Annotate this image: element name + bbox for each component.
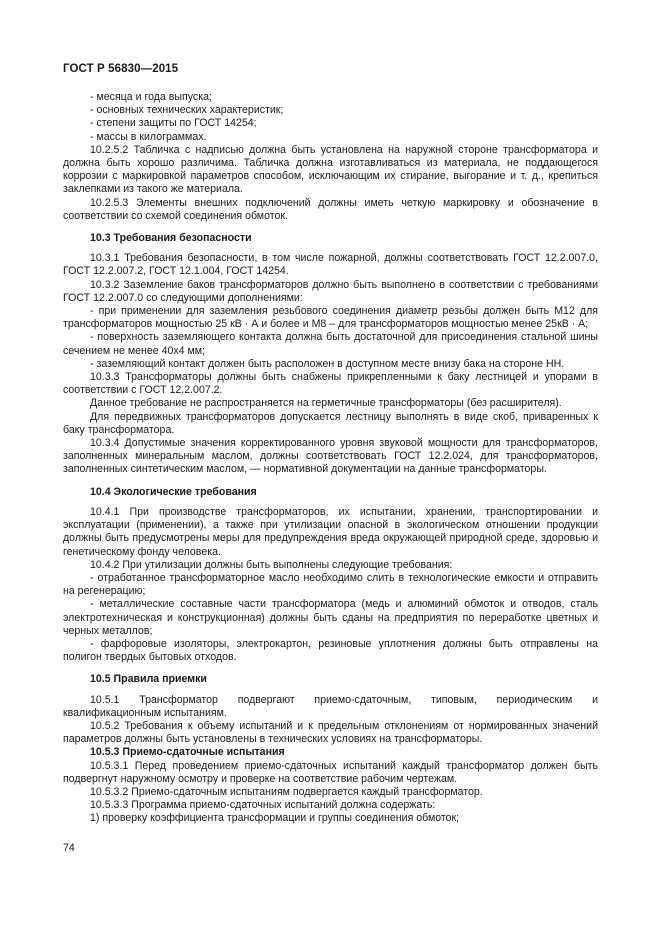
paragraph-10-4-1: 10.4.1 При производстве трансформаторов, их испытании, хранении, транспортировании и эксплуатации (применении), а также при утилизации опасной в экологическом отношении продукции должны быть предусмотрены меры для предупреждения вреда окружающей природной среде, здоровью и генетическому фонду человека.	[63, 505, 598, 558]
list-item: - фарфоровые изоляторы, электрокартон, резиновые уплотнения должны быть отправлены на полигон твердых бытовых отходов.	[63, 637, 598, 664]
paragraph-10-5-1: 10.5.1 Трансформатор подвергают приемо-сдаточным, типовым, периодическим и квалификационным испытаниям.	[63, 693, 598, 719]
list-item: - месяца и года выпуска;	[90, 91, 212, 103]
paragraph-10-5-3-2: 10.5.3.2 Приемо-сдаточным испытаниям подвергается каждый трансформатор.	[90, 785, 483, 798]
list-item: 1) проверку коэффициента трансформации и группы соединения обмоток;	[90, 812, 460, 825]
paragraph-10-3-2: 10.3.2 Заземление баков трансформаторов должно быть выполнено в соответствии с требованиями ГОСТ 12.2.007.0 со следующими дополнениями:	[63, 278, 598, 304]
paragraph-10-5-3-1: 10.5.3.1 Перед проведением приемо-сдаточных испытаний каждый трансформатор должен быть подвергнут наружному осмотру и проверке на соответствие рабочим чертежам.	[63, 759, 598, 785]
paragraph-10-5-2: 10.5.2 Требования к объему испытаний и к предельным отклонениям от нормированных значений параметров должны быть установлены в технических условиях на трансформаторы.	[63, 719, 598, 746]
paragraph-10-3-3: 10.3.3 Трансформаторы должны быть снабжены прикрепленными к баку лестницей и упорами в соответствии с ГОСТ 12.2.007.2.	[63, 371, 598, 397]
document-standard-header: ГОСТ Р 56830—2015	[63, 63, 179, 75]
section-heading-10-3: 10.3 Требования безопасности	[90, 232, 252, 245]
list-item: - при применении для заземления резьбового соединения диаметр резьбы должен быть М12 для трансформаторов мощностью 25 кВ · А и более и М8 – для трансформаторов мощностью менее 25кВ · А;	[63, 305, 598, 331]
paragraph: Данное требование не распространяется на герметичные трансформаторы (без расширителя).	[90, 397, 562, 410]
paragraph-10-3-4: 10.3.4 Допустимые значения корректированного уровня звуковой мощности для трансформаторов, заполненных минеральным маслом, должны соответствовать ГОСТ 12.2.024, для трансформаторов, заполненных синтетическим маслом, — нормативной документации на данные трансформаторы.	[63, 437, 598, 476]
paragraph-10-4-2: 10.4.2 При утилизации должны быть выполнены следующие требования:	[90, 558, 453, 571]
paragraph: Для передвижных трансформаторов допускается лестницу выполнять в виде скоб, приваренных к баку трансформатора.	[63, 410, 598, 436]
paragraph-10-2-5-2: 10.2.5.2 Табличка с надписью должна быть установлена на наружной стороне трансформатора и должна быть хорошо различима. Табличка должна изготавливаться из материала, не поддающегося коррозии с маркировкой параметров способом, исключающим их стирание, выгорание и т. д., крепиться заклепками из такого же материала.	[63, 143, 598, 196]
subsection-heading-10-5-3: 10.5.3 Приемо-сдаточные испытания	[90, 746, 285, 759]
list-item: - отработанное трансформаторное масло необходимо слить в технологические емкости и отправить на регенерацию;	[63, 571, 598, 598]
list-item: - металлические составные части трансформатора (медь и алюминий обмоток и отводов, сталь электротехническая и конструкционная) должны быть сданы на предприятия по переработке цветных и черных металлов;	[63, 598, 598, 637]
page-number: 74	[63, 842, 75, 854]
paragraph-10-2-5-3: 10.2.5.3 Элементы внешних подключений должны иметь четкую маркировку и обозначение в соответствии со схемой соединения обмоток.	[63, 196, 598, 222]
list-item: - поверхность заземляющего контакта должна быть достаточной для присоединения стальной шины сечением не менее 40х4 мм;	[63, 331, 598, 357]
document-body	[63, 91, 598, 826]
section-heading-10-4: 10.4 Экологические требования	[90, 485, 257, 498]
list-item: - степени защиты по ГОСТ 14254;	[90, 117, 257, 130]
paragraph-10-5-3-3: 10.5.3.3 Программа приемо-сдаточных испытаний должна содержать:	[90, 799, 436, 812]
list-item: - массы в килограммах.	[90, 130, 207, 143]
list-item: - заземляющий контакт должен быть расположен в доступном месте внизу бака на стороне НН.	[90, 357, 565, 370]
list-item: - основных технических характеристик;	[90, 104, 284, 117]
paragraph-10-3-1: 10.3.1 Требования безопасности, в том числе пожарной, должны соответствовать ГОСТ 12.2.007.0, ГОСТ 12.2.007.2, ГОСТ 12.1.004, ГОСТ 14254.	[63, 252, 598, 278]
section-heading-10-5: 10.5 Правила приемки	[90, 673, 207, 686]
